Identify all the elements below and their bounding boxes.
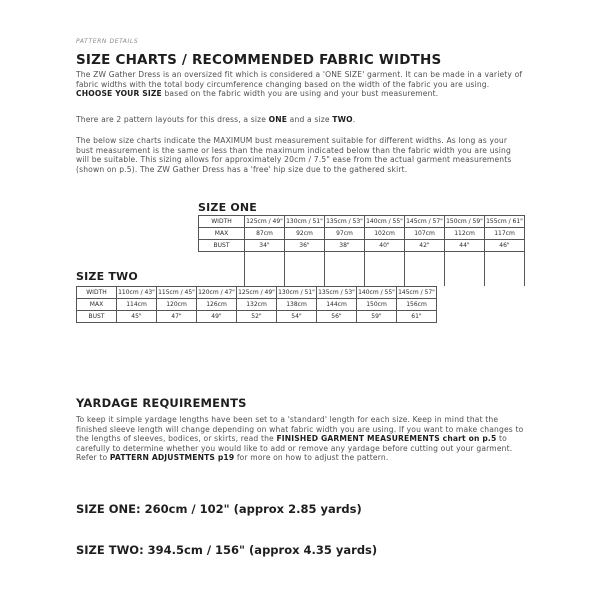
table-row — [199, 216, 525, 228]
size-two-heading: SIZE TWO — [76, 270, 138, 283]
width-cell: 145cm / 57" — [405, 216, 445, 228]
column-guide-line — [444, 250, 445, 286]
table-row — [77, 311, 437, 323]
yardage-paragraph — [76, 415, 526, 463]
width-cell: 110cm / 43" — [117, 287, 157, 299]
max-cell: 156cm — [397, 299, 437, 311]
bust-cell: 49" — [197, 311, 237, 323]
column-guide-line — [524, 250, 525, 286]
adjustments-reference: PATTERN ADJUSTMENTS p19 — [109, 453, 235, 463]
bust-cell: 42" — [405, 240, 445, 252]
intro-emphasis: CHOOSE YOUR SIZE — [76, 89, 162, 99]
max-cell: 87cm — [245, 228, 285, 240]
section-kicker: PATTERN DETAILS — [76, 38, 139, 45]
width-cell: 150cm / 59" — [445, 216, 485, 228]
intro-paragraph — [76, 70, 526, 99]
bust-cell: 46" — [485, 240, 525, 252]
width-cell: 125cm / 49" — [245, 216, 285, 228]
size-one-table — [198, 215, 525, 252]
bust-row-label: BUST — [77, 311, 117, 323]
layouts-text: . — [352, 115, 356, 124]
column-guide-line — [244, 250, 245, 286]
size-two-yardage: SIZE TWO: 394.5cm / 156" (approx 4.35 yards) — [76, 543, 378, 557]
max-cell: 144cm — [317, 299, 357, 311]
size-chart-paragraph: The below size charts indicate the MAXIMUM bust measurement suitable for different widths. As long as your bust measurement is the same or less than the maximum indicated below than the fabric width you are using will be suitable. This sizing allows for approximately 20cm / 7.5" ease from the actual garment measurements (shown on p.5). The ZW Gather Dress has a 'free' hip size due to the gathered skirt. — [76, 136, 512, 174]
column-guide-line — [364, 250, 365, 286]
bust-cell: 61" — [397, 311, 437, 323]
width-cell: 140cm / 55" — [357, 287, 397, 299]
column-guide-line — [284, 250, 285, 286]
page-title: SIZE CHARTS / RECOMMENDED FABRIC WIDTHS — [76, 52, 442, 68]
layouts-text: and a size — [287, 115, 333, 124]
measurements-reference: FINISHED GARMENT MEASUREMENTS chart on p.5 — [276, 434, 497, 444]
bust-cell: 52" — [237, 311, 277, 323]
max-cell: 150cm — [357, 299, 397, 311]
size-one-heading: SIZE ONE — [198, 201, 258, 214]
intro-text: The ZW Gather Dress is an oversized fit which is considered a 'ONE SIZE' garment. It can be made in a variety of fabric widths with the total body circumference changing based on the width of the fabric you are using. — [76, 70, 523, 89]
width-cell: 125cm / 49" — [237, 287, 277, 299]
column-guide-line — [484, 250, 485, 286]
bust-cell: 45" — [117, 311, 157, 323]
max-cell: 117cm — [485, 228, 525, 240]
width-cell: 155cm / 61" — [485, 216, 525, 228]
max-cell: 102cm — [365, 228, 405, 240]
bust-row-label: BUST — [199, 240, 245, 252]
column-guide-line — [324, 250, 325, 286]
max-cell: 120cm — [157, 299, 197, 311]
bust-cell: 38" — [325, 240, 365, 252]
layouts-paragraph — [76, 115, 526, 125]
width-cell: 130cm / 51" — [285, 216, 325, 228]
table-row — [199, 240, 525, 252]
size-two-emphasis: TWO — [332, 115, 353, 124]
bust-cell: 56" — [317, 311, 357, 323]
intro-text: based on the fabric width you are using and your bust measurement. — [161, 89, 439, 99]
max-cell: 132cm — [237, 299, 277, 311]
layouts-text: There are 2 pattern layouts for this dress, a size — [76, 115, 269, 124]
max-cell: 138cm — [277, 299, 317, 311]
width-cell: 135cm / 53" — [317, 287, 357, 299]
width-cell: 115cm / 45" — [157, 287, 197, 299]
width-cell: 120cm / 47" — [197, 287, 237, 299]
bust-cell: 40" — [365, 240, 405, 252]
bust-cell: 47" — [157, 311, 197, 323]
table-row — [77, 287, 437, 299]
max-cell: 107cm — [405, 228, 445, 240]
width-cell: 140cm / 55" — [365, 216, 405, 228]
width-cell: 145cm / 57" — [397, 287, 437, 299]
max-cell: 114cm — [117, 299, 157, 311]
size-one-yardage: SIZE ONE: 260cm / 102" (approx 2.85 yards) — [76, 502, 362, 516]
width-row-label: WIDTH — [77, 287, 117, 299]
max-row-label: MAX — [199, 228, 245, 240]
column-guide-line — [404, 250, 405, 286]
width-row-label: WIDTH — [199, 216, 245, 228]
bust-cell: 54" — [277, 311, 317, 323]
size-two-table — [76, 286, 437, 323]
max-row-label: MAX — [77, 299, 117, 311]
bust-cell: 59" — [357, 311, 397, 323]
yardage-text: to carefully to determine whether you would like to add or remove any yardage before cutting out your garment. Refer to — [76, 434, 513, 463]
yardage-text: To keep it simple yardage lengths have been set to a 'standard' length for each size. Keep in mind that the finished sleeve length will change depending on what fabric width you are using. If you want to make changes to the lengths of sleeves, bodices, or skirts, read the — [76, 415, 524, 444]
max-cell: 92cm — [285, 228, 325, 240]
table-row — [199, 228, 525, 240]
bust-cell: 36" — [285, 240, 325, 252]
bust-cell: 44" — [445, 240, 485, 252]
bust-cell: 34" — [245, 240, 285, 252]
width-cell: 130cm / 51" — [277, 287, 317, 299]
yardage-text: for more on how to adjust the pattern. — [234, 453, 389, 463]
max-cell: 97cm — [325, 228, 365, 240]
yardage-heading: YARDAGE REQUIREMENTS — [76, 396, 247, 410]
max-cell: 126cm — [197, 299, 237, 311]
table-row — [77, 299, 437, 311]
size-one-emphasis: ONE — [268, 115, 288, 124]
width-cell: 135cm / 53" — [325, 216, 365, 228]
max-cell: 112cm — [445, 228, 485, 240]
